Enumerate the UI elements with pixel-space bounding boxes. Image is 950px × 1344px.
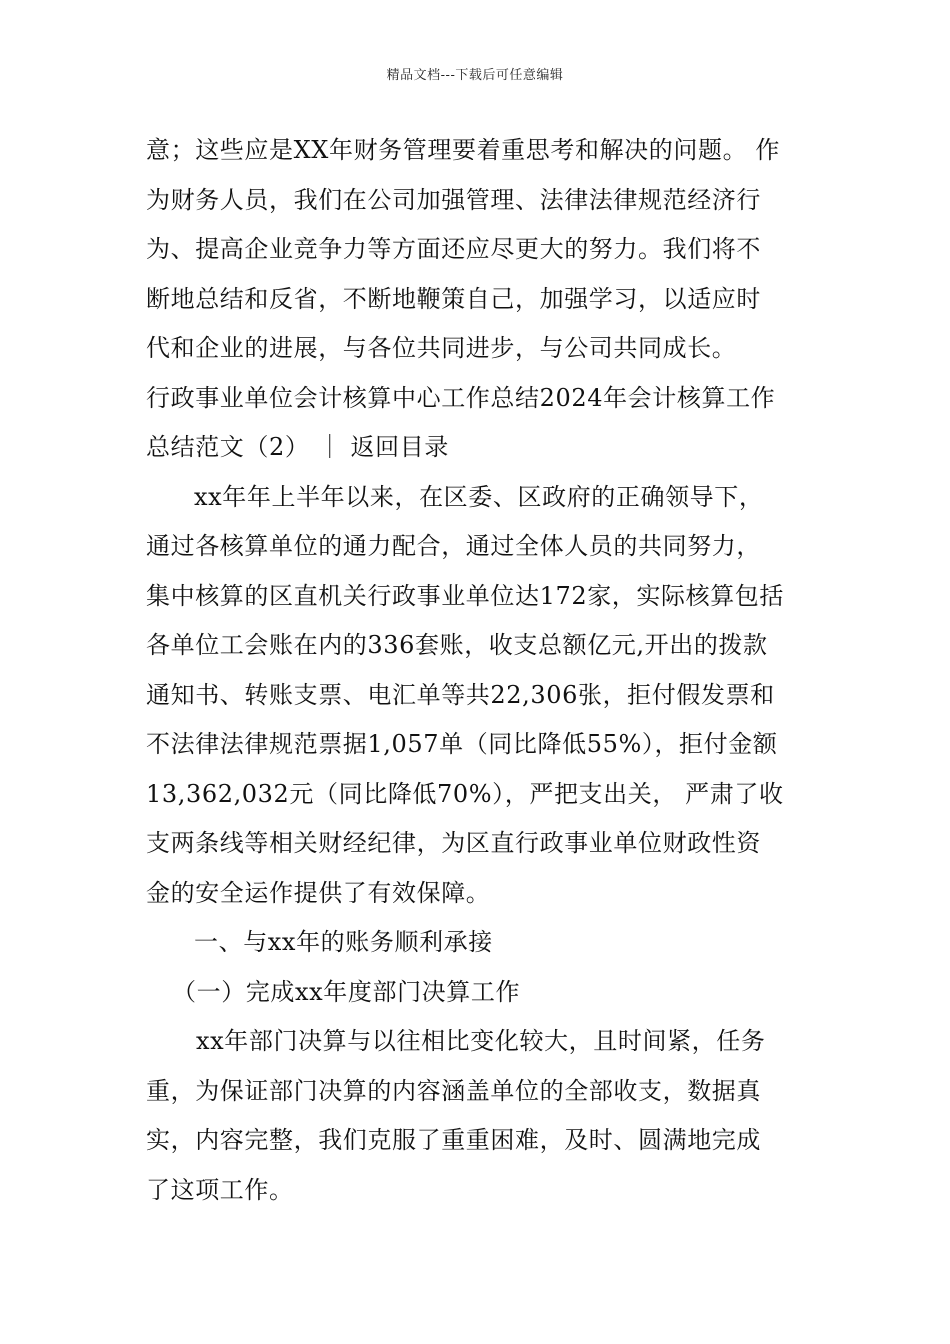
body-line: 13,362,032元（同比降低70%），严把支出关， 严肃了收 — [146, 779, 784, 808]
body-line: xx年部门决算与以往相比变化较大，且时间紧，任务 — [196, 1027, 766, 1055]
body-line: 实，内容完整，我们克服了重重困难，及时、圆满地完成 — [146, 1126, 761, 1154]
body-line: 各单位工会账在内的336套账，收支总额亿元,开出的拨款 — [146, 631, 768, 659]
body-line: 通知书、转账支票、电汇单等共22,306张，拒付假发票和 — [146, 680, 775, 709]
document-body — [146, 130, 808, 1219]
body-line: 金的安全运作提供了有效保障。 — [146, 878, 491, 907]
heading-level-2: （一）完成xx年度部门决算工作 — [172, 977, 521, 1006]
body-line: xx年年上半年以来，在区委、区政府的正确领导下， — [194, 482, 764, 511]
body-line: 了这项工作。 — [146, 1175, 294, 1204]
body-line: 意；这些应是XX年财务管理要着重思考和解决的问题。 作 — [146, 136, 780, 164]
page-header: 精品文档---下载后可任意编辑 — [386, 68, 564, 83]
body-line: 断地总结和反省，不断地鞭策自己，加强学习，以适应时 — [146, 284, 761, 313]
section-title-line: 行政事业单位会计核算中心工作总结2024年会计核算工作 — [146, 383, 776, 412]
body-line: 通过各核算单位的通力配合，通过全体人员的共同努力， — [146, 532, 761, 560]
body-line: 重，为保证部门决算的内容涵盖单位的全部收支，数据真 — [146, 1076, 761, 1105]
body-line: 为财务人员，我们在公司加强管理、法律法律规范经济行 — [146, 185, 761, 214]
heading-level-1: 一、与xx年的账务顺利承接 — [194, 928, 493, 956]
body-line: 不法律法律规范票据1,057单（同比降低55%），拒付金额 — [146, 730, 778, 758]
section-title-line-with-toc-link[interactable]: 总结范文（2） ｜ 返回目录 — [146, 433, 449, 461]
body-line: 支两条线等相关财经纪律，为区直行政事业单位财政性资 — [146, 829, 761, 857]
body-line: 集中核算的区直机关行政事业单位达172家，实际核算包括 — [146, 581, 785, 610]
body-line: 为、提高企业竞争力等方面还应尽更大的努力。我们将不 — [146, 235, 761, 263]
body-line: 代和企业的进展，与各位共同进步，与公司共同成长。 — [146, 334, 737, 362]
